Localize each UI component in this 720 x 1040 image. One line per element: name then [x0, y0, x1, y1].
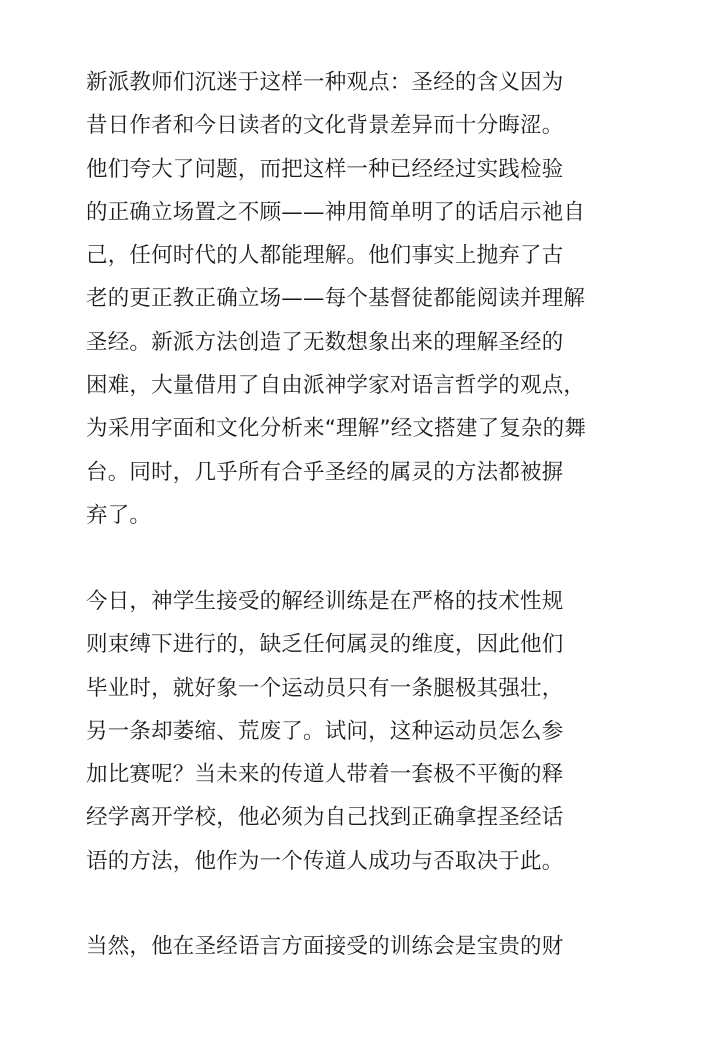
text-line: 毕业时，就好象一个运动员只有一条腿极其强壮， [86, 675, 564, 701]
text-line: 圣经。新派方法创造了无数想象出来的理解圣经的 [86, 329, 564, 355]
text-line: 当然，他在圣经语言方面接受的训练会是宝贵的财 [86, 934, 564, 959]
text-line: 今日，神学生接受的解经训练是在严格的技术性规 [86, 589, 564, 614]
text-line: 经学离开学校，他必须为自己找到正确拿捏圣经话 [86, 805, 564, 831]
text-line: 弃了。 [86, 502, 152, 528]
text-line: 新派教师们沉迷于这样一种观点：圣经的含义因为 [86, 70, 564, 95]
paragraph-1 [86, 61, 646, 537]
text-line: 加比赛呢？当未来的传道人带着一套极不平衡的释 [86, 762, 564, 788]
text-line: 老的更正教正确立场——每个基督徒都能阅读并理解 [86, 286, 586, 312]
paragraph-2 [86, 580, 646, 883]
text-line: 语的方法，他作为一个传道人成功与否取决于此。 [86, 848, 564, 874]
paragraph-3 [86, 925, 646, 968]
text-line: 则束缚下进行的，缺乏任何属灵的维度，因此他们 [86, 632, 564, 658]
text-line: 困难，大量借用了自由派神学家对语言哲学的观点， [86, 373, 586, 399]
text-line: 为采用字面和文化分析来“理解”经文搭建了复杂的舞 [86, 416, 587, 442]
text-line: 的正确立场置之不顾——神用简单明了的话启示祂自 [86, 199, 586, 225]
text-line: 他们夸大了问题，而把这样一种已经经过实践检验 [86, 156, 564, 182]
text-line: 另一条却萎缩、荒废了。试问，这种运动员怎么参 [86, 718, 564, 744]
text-line: 己，任何时代的人都能理解。他们事实上抛弃了古 [86, 243, 564, 269]
text-line: 台。同时，几乎所有合乎圣经的属灵的方法都被摒 [86, 459, 564, 485]
text-line: 昔日作者和今日读者的文化背景差异而十分晦涩。 [86, 113, 564, 139]
